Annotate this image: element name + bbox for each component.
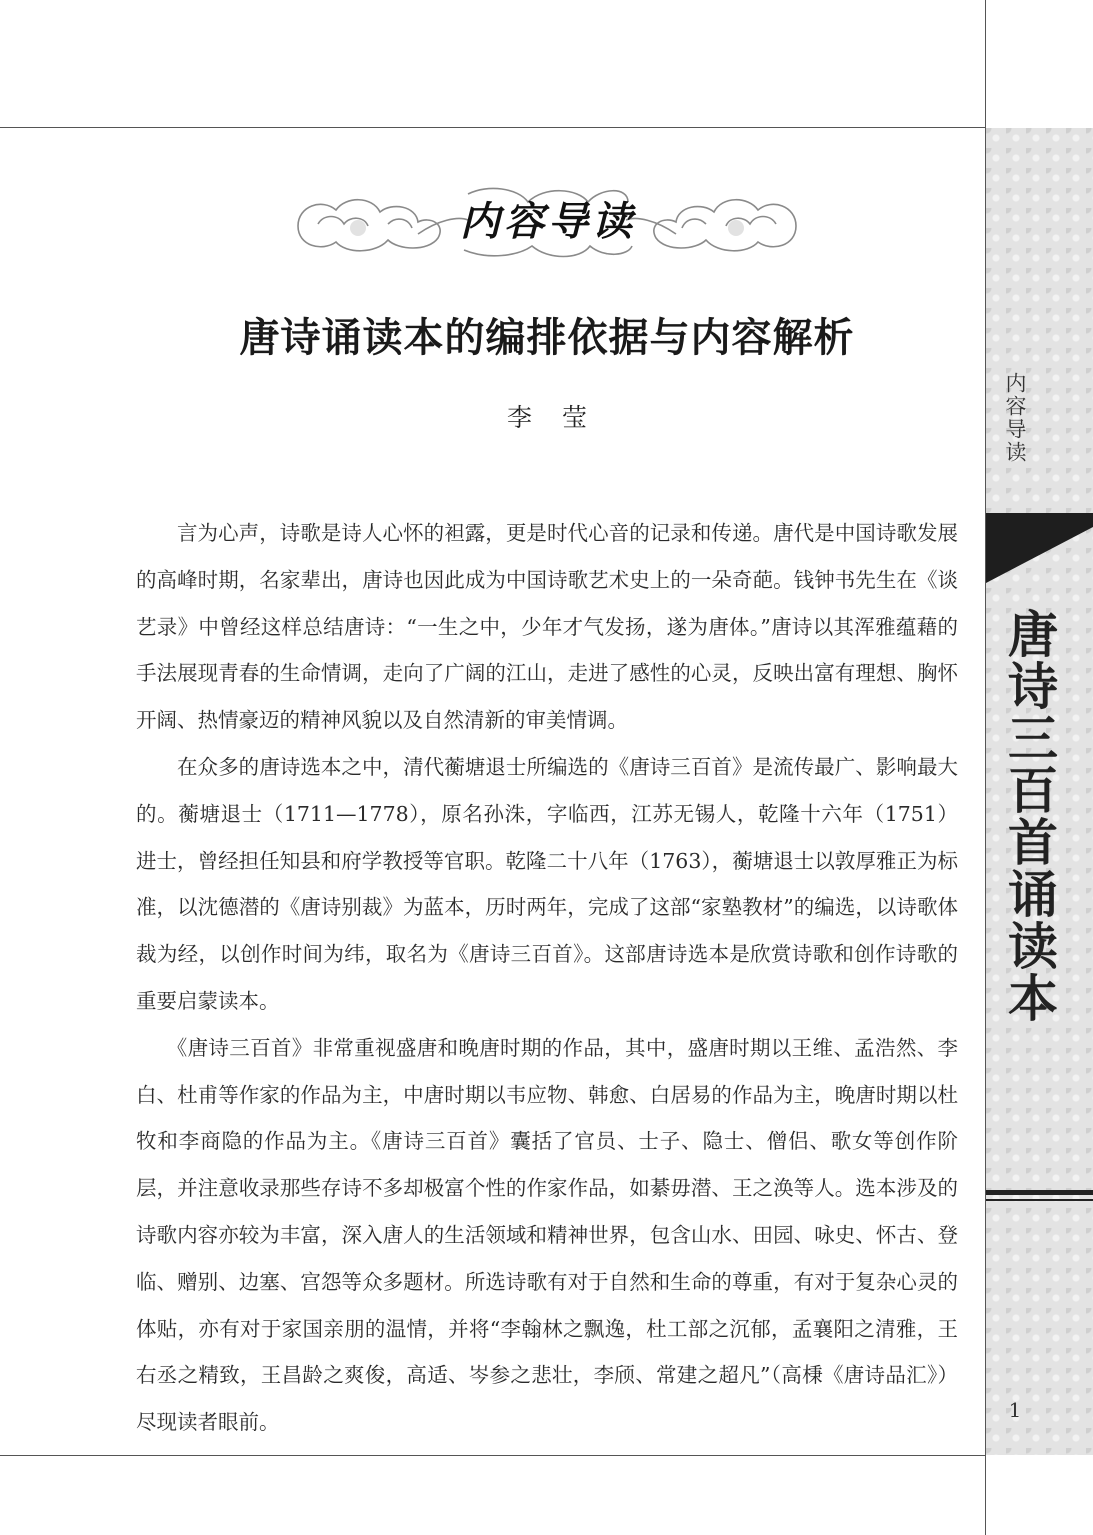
- article-title: 唐诗诵读本的编排依据与内容解析: [239, 314, 855, 361]
- article-author: 李莹: [506, 403, 617, 432]
- top-rule: [0, 127, 986, 128]
- article-body: [136, 510, 958, 1446]
- margin-book-title: 唐诗三百首诵读本: [1000, 608, 1059, 1024]
- paragraph: 在众多的唐诗选本之中，清代蘅塘退士所编选的《唐诗三百首》是流传最广、影响最大的。蘅塘退士（1711—1778），原名孙洙，字临西，江苏无锡人，乾隆十六年（1751）进士，曾经担任知县和府学教授等官职。乾隆二十八年（1763），蘅塘退士以敦厚雅正为标准，以沈德潜的《唐诗别裁》为蓝本，历时两年，完成了这部“家塾教材”的编选，以诗歌体裁为经，以创作时间为纬，取名为《唐诗三百首》。这部唐诗选本是欣赏诗歌和创作诗歌的重要启蒙读本。: [136, 754, 958, 1013]
- margin-band: [986, 513, 1093, 583]
- section-heading: 内容导读: [460, 198, 636, 245]
- paragraph: 《唐诗三百首》非常重视盛唐和晚唐时期的作品，其中，盛唐时期以王维、孟浩然、李白、杜甫等作家的作品为主，中唐时期以韦应物、韩愈、白居易的作品为主，晚唐时期以杜牧和李商隐的作品为主。《唐诗三百首》囊括了官员、士子、隐士、僧侣、歌女等创作阶层，并注意收录那些存诗不多却极富个性的作家作品，如綦毋潜、王之涣等人。选本涉及的诗歌内容亦较为丰富，深入唐人的生活领域和精神世界，包含山水、田园、咏史、怀古、登临、赠别、边塞、宫怨等众多题材。所选诗歌有对于自然和生命的尊重，有对于复杂心灵的体贴，亦有对于家国亲朋的温情，并将“李翰林之飘逸，杜工部之沉郁，孟襄阳之清雅，王右丞之精致，王昌龄之爽俊，高适、岑参之悲壮，李颀、常建之超凡”（高棅《唐诗品汇》）尽现读者眼前。: [136, 1035, 958, 1435]
- margin-section-label: 内容导读: [1003, 372, 1027, 464]
- page-number: 1: [1008, 1398, 1022, 1422]
- margin-divider-thin: [986, 1199, 1093, 1201]
- paragraph: 言为心声，诗歌是诗人心怀的袒露，更是时代心音的记录和传递。唐代是中国诗歌发展的高峰时期，名家辈出，唐诗也因此成为中国诗歌艺术史上的一朵奇葩。钱钟书先生在《谈艺录》中曾经这样总结唐诗：“一生之中，少年才气发扬，遂为唐体。”唐诗以其浑雅蕴藉的手法展现青春的生命情调，走向了广阔的江山，走进了感性的心灵，反映出富有理想、胸怀开阔、热情豪迈的精神风貌以及自然清新的审美情调。: [136, 521, 958, 733]
- margin-divider: [986, 1190, 1093, 1195]
- bottom-rule: [0, 1455, 986, 1456]
